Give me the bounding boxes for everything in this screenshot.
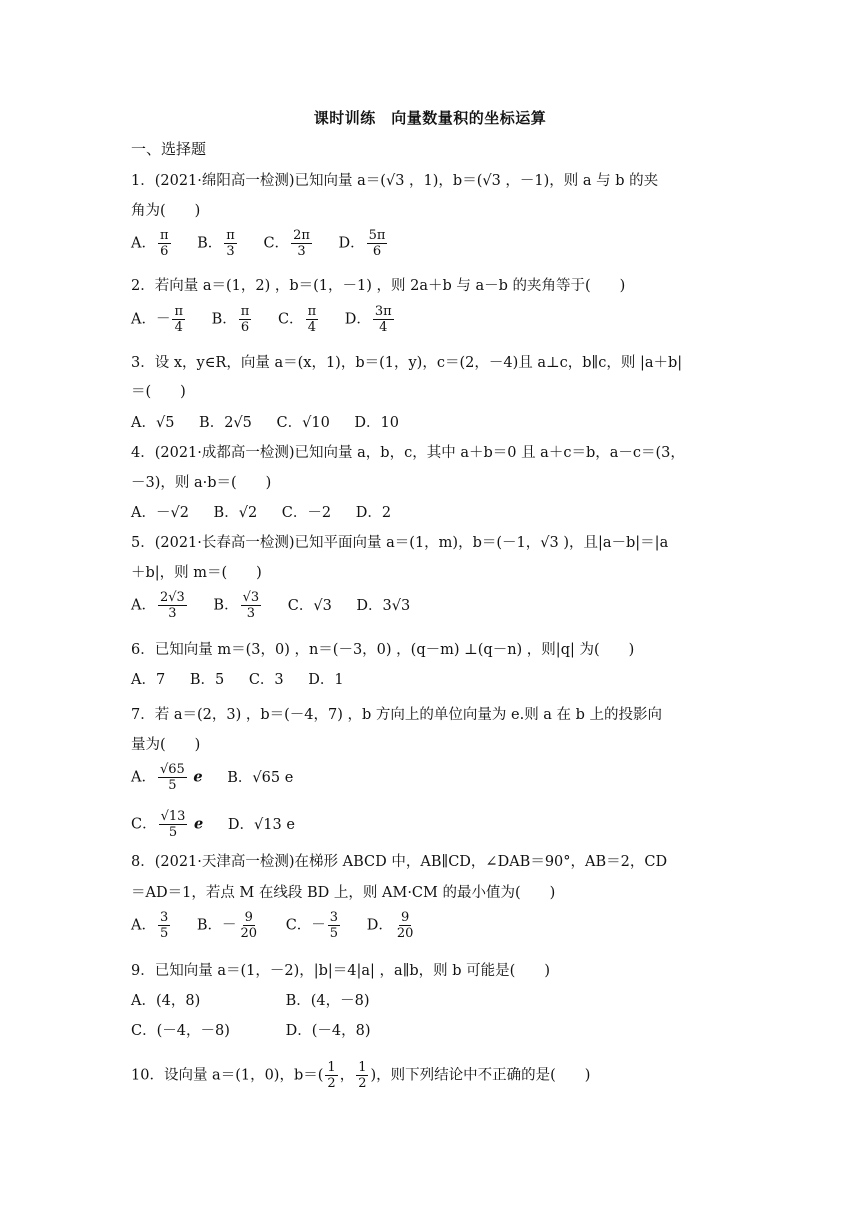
option-a: A．7 [131,672,166,688]
option-a: A． $\frac{√65}{5}$ e [131,762,203,793]
question-6-options [131,670,364,690]
option-b: B．2√5 [199,415,252,431]
section-heading: 一、选择题 [131,140,207,158]
option-a: A． $\frac{\pi}{6}$ [131,228,169,259]
question-5-options [131,590,430,621]
question-2-stem: 2．若向量 a＝(1，2) ，b＝(1，－1) ，则 2a＋b 与 a－b 的夹角等于( ) [131,278,626,294]
option-a: A．－√2 [131,505,189,521]
option-d: D．(－4，8) [285,1023,371,1039]
option-d: D．3√3 [356,597,411,614]
question-8-stem-cont: ＝AD＝1，若点 M 在线段 BD 上，则 AM·CM 的最小值为( ) [131,885,556,901]
option-b: B． $\frac{\pi}{3}$ [197,228,235,259]
question-3-options [131,413,419,433]
option-b: B．5 [189,672,225,688]
option-b: B．(4，－8) [285,993,370,1009]
option-b: B．√65 e [227,769,294,786]
question-5-stem: 5．(2021·长春高一检测)已知平面向量 a＝(1，m)，b＝(－1，√3 )，且|a－b|＝|a [131,535,669,551]
question-1-options [131,228,409,259]
page-title: 课时训练 向量数量积的坐标运算 [313,109,547,127]
question-9-options-ab [131,991,390,1011]
option-a: A． $\frac{3}{5}$ [131,910,169,941]
question-3-stem-cont: ＝( ) [131,384,186,400]
option-d: D． $\frac{9}{20}$ [366,910,414,941]
option-a: A．(4，8) [131,993,201,1009]
option-c: C．√10 [276,415,330,431]
question-8-options [131,910,437,941]
option-a: A．－ $\frac{\pi}{4}$ [131,304,184,335]
option-d: D． $\frac{3\pi}{4}$ [344,304,392,335]
question-6-stem: 6．已知向量 m＝(3，0) ，n＝(－3，0) ，(q－m) ⊥(q－n) ，则|q| 为( ) [131,642,635,658]
option-c: C．－2 [281,505,332,521]
question-9-options-cd [131,1021,391,1041]
option-d: D．√13 e [227,816,295,833]
option-b: B． $\frac{\pi}{6}$ [211,304,250,335]
question-4-stem: 4．(2021·成都高一检测)已知向量 a，b，c，其中 a＋b＝0 且 a＋c＝b，a－c＝(3， [131,445,685,461]
question-2-options [131,304,416,335]
option-c: C． $\frac{2\pi}{3}$ [263,228,310,259]
question-1-stem-cont: 角为( ) [131,203,201,219]
question-4-stem-cont: －3)，则 a·b＝( ) [131,475,272,491]
question-9-stem: 9．已知向量 a＝(1，－2)，|b|＝4|a| ，a∥b，则 b 可能是( ) [131,963,550,979]
option-d: D．10 [354,415,399,431]
option-c: C．3 [248,672,284,688]
option-a: A．√5 [131,415,175,431]
question-7-options-cd [131,809,315,840]
question-10-stem: 10．设向量 a＝(1，0)，b＝( $\frac{1}{2}$ ， $\frac{1}{2}$ )，则下列结论中不正确的是( ) [131,1060,591,1091]
option-c: C．√3 [287,597,332,614]
question-3-stem: 3．设 x，y∈R，向量 a＝(x，1)，b＝(1，y)，c＝(2，－4)且 a⊥c，b∥c，则 |a＋b| [131,355,683,371]
option-c: C． $\frac{√13}{5}$ e [131,809,204,840]
question-7-stem: 7．若 a＝(2，3) ，b＝(－4，7) ，b 方向上的单位向量为 e.则 a 在 b 上的投影向 [131,707,663,723]
question-7-options-ab [131,762,313,793]
question-7-stem-cont: 量为( ) [131,737,201,753]
option-d: D． $\frac{5\pi}{6}$ [338,228,386,259]
option-b: B． $\frac{√3}{3}$ [213,590,260,621]
question-4-options [131,503,411,523]
question-8-stem: 8．(2021·天津高一检测)在梯形 ABCD 中，AB∥CD，∠DAB＝90°，AB＝2，CD [131,854,668,870]
option-a: A． $\frac{2√3}{3}$ [131,590,185,621]
option-d: D．1 [308,672,344,688]
option-c: C． $\frac{\pi}{4}$ [277,304,317,335]
option-b: B．－ $\frac{9}{20}$ [196,910,258,941]
option-d: D．2 [355,505,392,521]
question-5-stem-cont: ＋b|，则 m＝( ) [131,565,262,581]
option-b: B．√2 [213,505,258,521]
question-1-stem: 1．(2021·绵阳高一检测)已知向量 a＝(√3 ，1)，b＝(√3 ，－1)，则 a 与 b 的夹 [131,173,659,189]
option-c: C．(－4，－8) [131,1023,230,1039]
option-c: C．－ $\frac{3}{5}$ [285,910,339,941]
